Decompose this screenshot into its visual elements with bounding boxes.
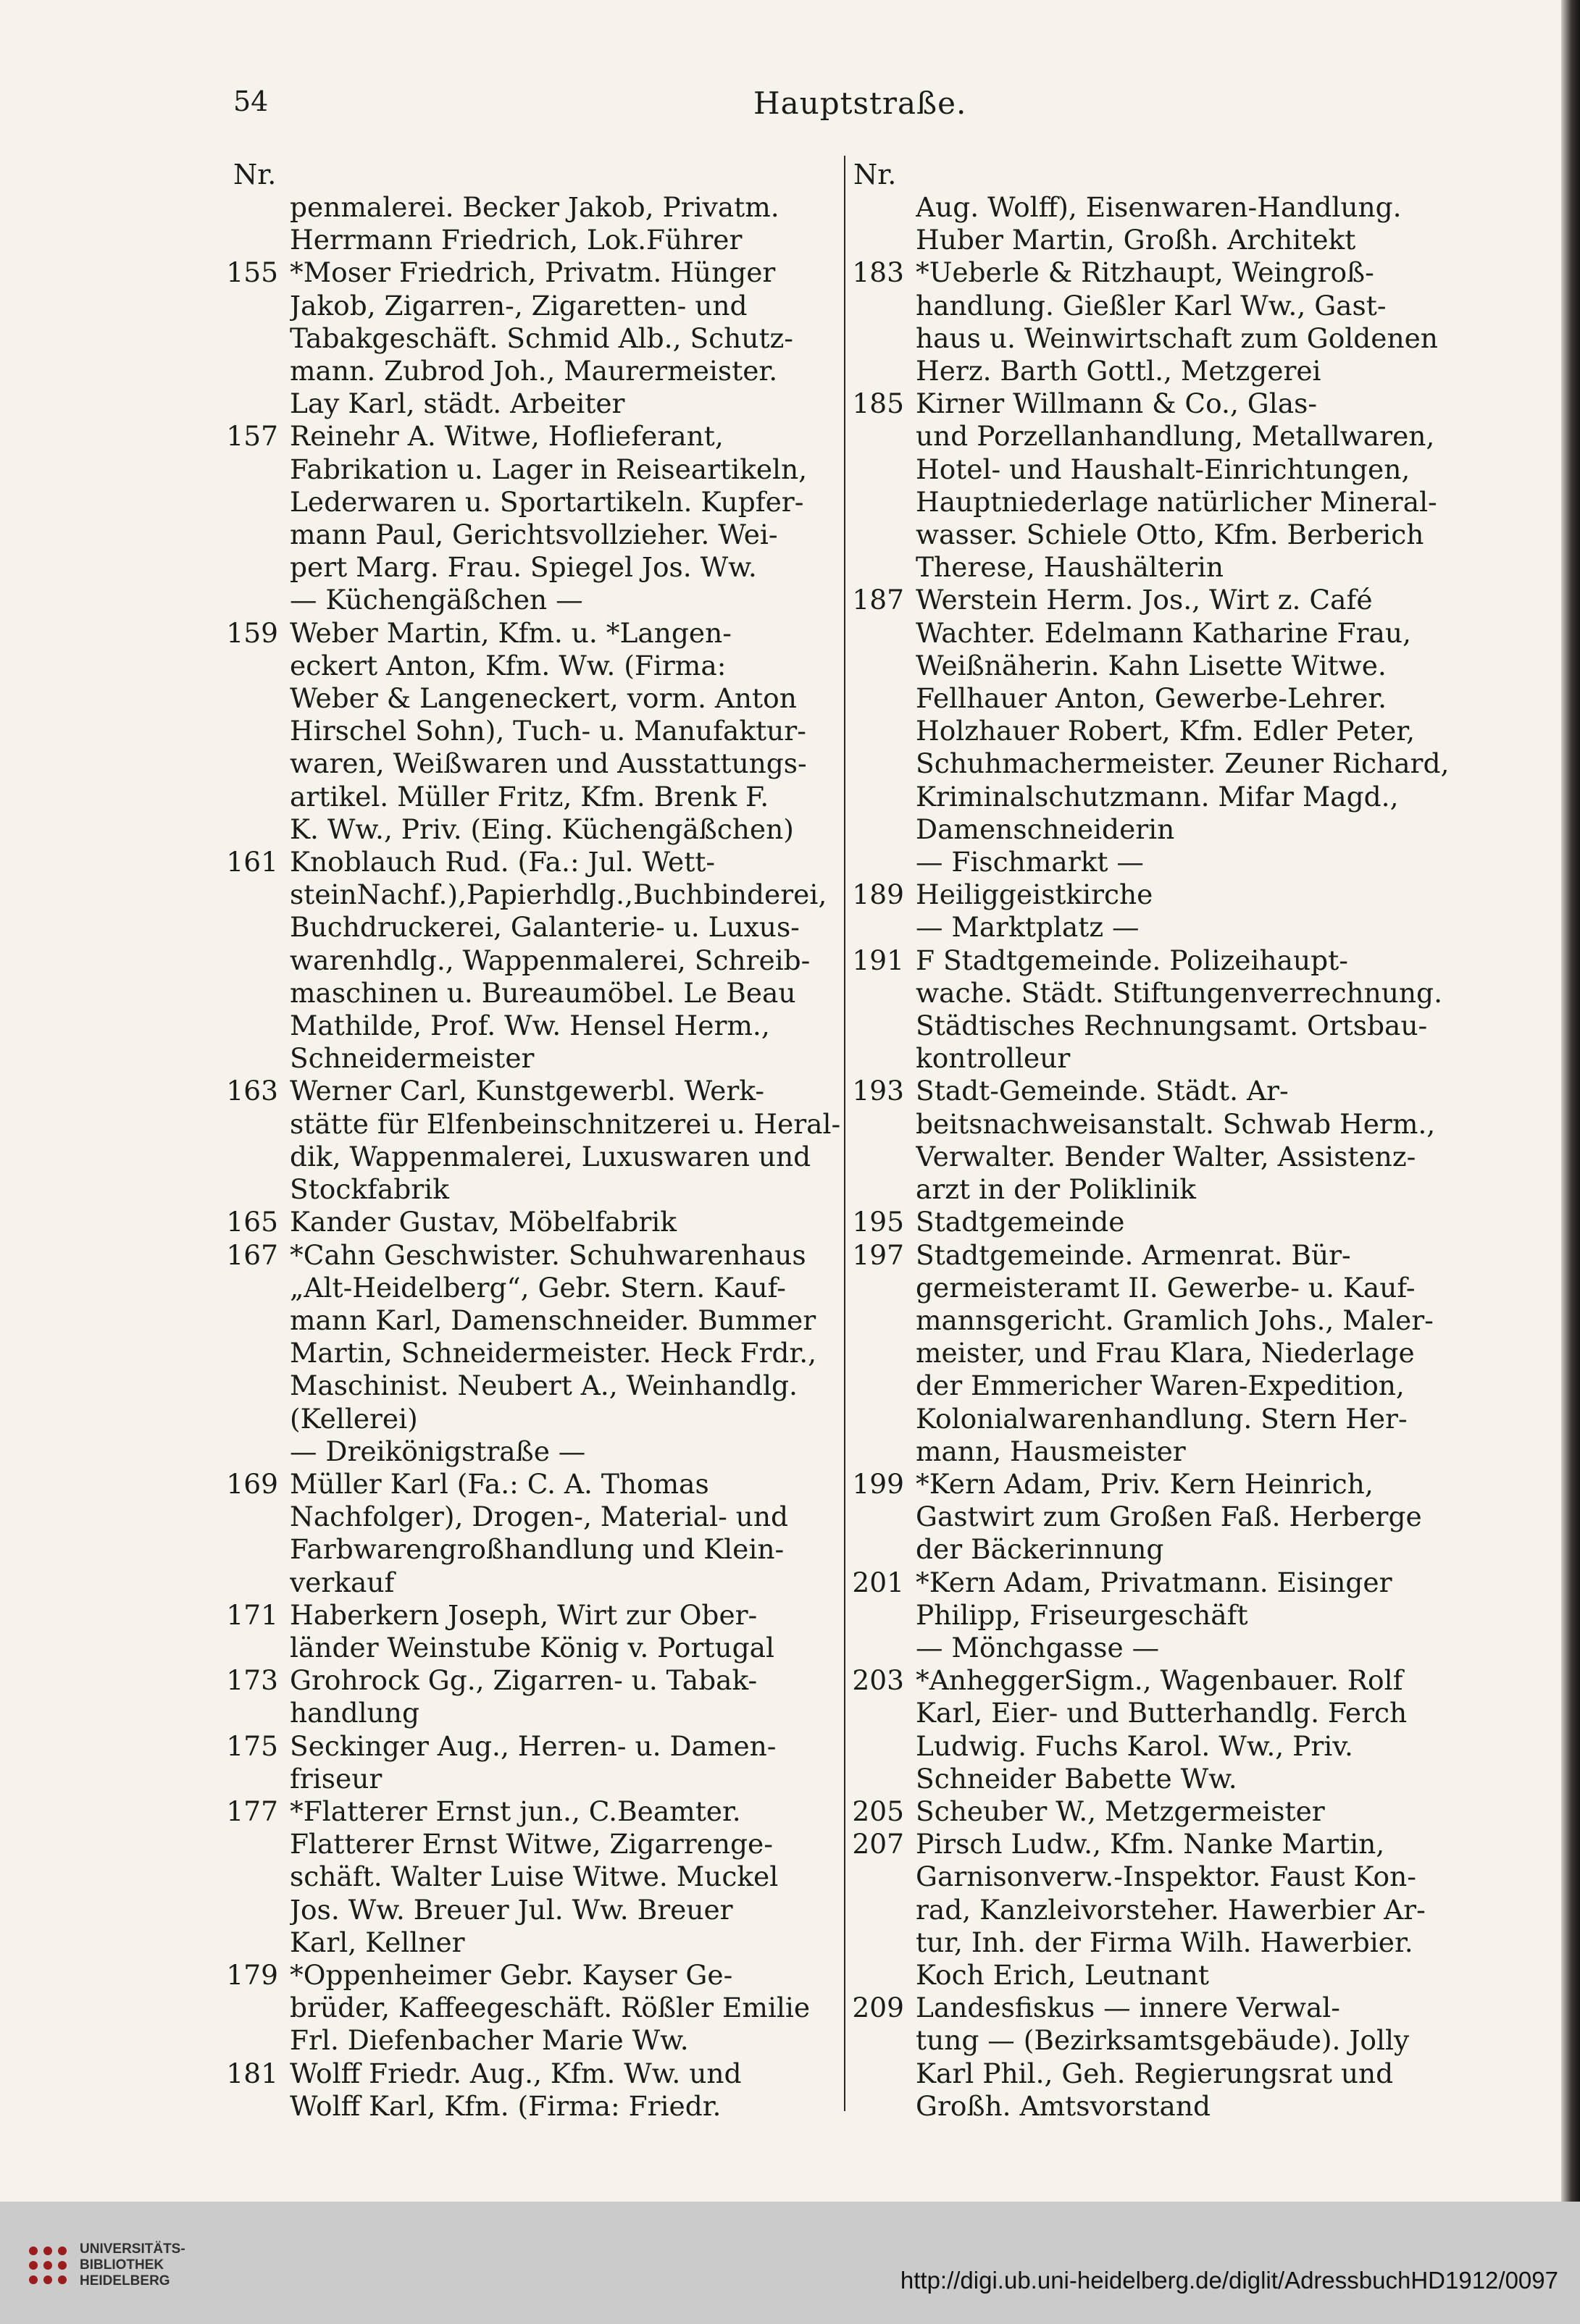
entry-line: haus u. Weinwirtschaft zum Goldenen (916, 322, 1438, 354)
entry-line: Kolonialwarenhandlung. Stern Her- (916, 1402, 1408, 1435)
entry-line: maschinen u. Bureaumöbel. Le Beau (290, 976, 796, 1009)
entry-text (290, 420, 848, 616)
address-entry (840, 584, 1463, 878)
entry-text (290, 1468, 848, 1599)
entry-line: mann Karl, Damenschneider. Bummer (290, 1304, 816, 1336)
entry-line: — Dreikönigstraße — (290, 1435, 586, 1467)
address-entry (210, 1468, 848, 1599)
entry-line: F Stadtgemeinde. Polizeihaupt- (916, 944, 1348, 976)
entry-text (916, 584, 1463, 878)
entry-line: penmalerei. Becker Jakob, Privatm. (290, 191, 779, 223)
entry-line: Wolff Friedr. Aug., Kfm. Ww. und (290, 2057, 742, 2089)
entry-line: „Alt-Heidelberg“, Gebr. Stern. Kauf- (290, 1271, 786, 1304)
entry-line: Haberkern Joseph, Wirt zur Ober- (290, 1598, 758, 1631)
house-number: 183 (852, 256, 904, 289)
footer-bar (0, 2202, 1580, 2324)
entry-line: friseur (290, 1762, 383, 1795)
address-entry (840, 1566, 1463, 1665)
entry-line: *Moser Friedrich, Privatm. Hünger (290, 256, 776, 289)
entry-line: Hirschel Sohn), Tuch- u. Manufaktur- (290, 715, 806, 747)
entry-line: — Mönchgasse — (916, 1631, 1160, 1664)
entry-line: Philipp, Friseurgeschäft (916, 1598, 1248, 1631)
entry-text (290, 1599, 848, 1664)
entry-line: Damenschneiderin (916, 813, 1175, 845)
nr-heading: Nr. (233, 159, 277, 190)
entry-line: Grohrock Gg., Zigarren- u. Tabak- (290, 1664, 758, 1697)
entry-line: Martin, Schneidermeister. Heck Frdr., (290, 1337, 817, 1369)
logo-text (80, 2241, 185, 2289)
entry-line: Reinehr A. Witwe, Hoflieferant, (290, 420, 724, 453)
address-entry (210, 256, 848, 420)
entry-line: Hauptniederlage natürlicher Mineral- (916, 485, 1437, 518)
entry-line: Kirner Willmann & Co., Glas- (916, 387, 1318, 420)
entry-line: Ludwig. Fuchs Karol. Ww., Priv. (916, 1729, 1353, 1762)
entry-line: Fabrikation u. Lager in Reiseartikeln, (290, 453, 808, 485)
entry-text (290, 1959, 848, 2057)
entry-line: verkauf (290, 1566, 395, 1598)
entry-line: warenhdlg., Wappenmalerei, Schreib- (290, 944, 811, 976)
house-number: 187 (852, 584, 904, 616)
house-number: 163 (226, 1075, 278, 1107)
house-number: 155 (226, 256, 278, 289)
entry-text (916, 1206, 1463, 1238)
entry-line: Holzhauer Robert, Kfm. Edler Peter, (916, 715, 1416, 747)
entry-line: (Kellerei) (290, 1402, 418, 1435)
right-column (840, 158, 1463, 2123)
house-number: 191 (852, 944, 904, 976)
address-entry (840, 1992, 1463, 2123)
entry-line: arzt in der Poliklinik (916, 1173, 1196, 1206)
source-url-link[interactable]: http://digi.ub.uni-heidelberg.de/diglit/AdressbuchHD1912/0097 (900, 2267, 1558, 2294)
entry-line: Müller Karl (Fa.: C. A. Thomas (290, 1467, 709, 1500)
house-number: 201 (852, 1566, 904, 1598)
entry-text (916, 1828, 1463, 1992)
entry-line: Lay Karl, städt. Arbeiter (290, 387, 625, 420)
address-entry (210, 1664, 848, 1729)
entry-line: Weber & Langeneckert, vorm. Anton (290, 682, 797, 715)
house-number: 209 (852, 1992, 904, 2024)
entry-line: eckert Anton, Kfm. Ww. (Firma: (290, 649, 727, 681)
address-entry (210, 1730, 848, 1795)
entry-line: meister, und Frau Klara, Niederlage (916, 1337, 1415, 1369)
entry-line: waren, Weißwaren und Ausstattungs- (290, 747, 807, 780)
entry-line: Stockfabrik (290, 1173, 449, 1206)
entry-text (916, 1992, 1463, 2123)
entry-line: Kander Gustav, Möbelfabrik (290, 1206, 677, 1238)
house-number: 199 (852, 1467, 904, 1500)
left-column (210, 158, 848, 2123)
entry-line: Kriminalschutzmann. Mifar Magd., (916, 780, 1399, 813)
page-number: 54 (233, 85, 269, 117)
address-entry (210, 1959, 848, 2057)
address-entry (210, 1075, 848, 1206)
house-number: 181 (226, 2057, 278, 2089)
entry-line: dik, Wappenmalerei, Luxuswaren und (290, 1140, 811, 1173)
house-number: 195 (852, 1206, 904, 1238)
nr-heading: Nr. (853, 159, 897, 190)
entry-line: Farbwarengroßhandlung und Klein- (290, 1533, 785, 1566)
entry-line: schäft. Walter Luise Witwe. Muckel (290, 1861, 779, 1893)
entry-text (290, 256, 848, 420)
entry-line: Schneidermeister (290, 1042, 535, 1075)
entry-text (916, 1075, 1463, 1206)
entry-line: Garnisonverw.-Inspektor. Faust Kon- (916, 1861, 1416, 1893)
entry-line: kontrolleur (916, 1042, 1071, 1075)
entry-text (916, 256, 1463, 387)
entry-line: Städtisches Rechnungsamt. Ortsbau- (916, 1010, 1428, 1042)
address-entry (840, 256, 1463, 387)
entry-line: Stadtgemeinde. Armenrat. Bür- (916, 1238, 1351, 1271)
address-entry (210, 1795, 848, 1959)
entry-text (290, 1206, 848, 1238)
entry-text (916, 1664, 1463, 1795)
book-spine-edge (1561, 0, 1580, 2202)
entry-line: pert Marg. Frau. Spiegel Jos. Ww. (290, 551, 757, 584)
entry-line: der Emmericher Waren-Expedition, (916, 1369, 1405, 1402)
entry-line: mann Paul, Gerichtsvollzieher. Wei- (290, 519, 778, 551)
entry-line: Frl. Diefenbacher Marie Ww. (290, 2024, 689, 2057)
entry-text (290, 2057, 848, 2123)
house-number: 167 (226, 1238, 278, 1271)
address-entry (840, 1075, 1463, 1206)
entry-line: Huber Martin, Großh. Architekt (916, 224, 1356, 256)
entry-line: Seckinger Aug., Herren- u. Damen- (290, 1729, 777, 1762)
library-logo[interactable] (29, 2241, 185, 2289)
entry-line: Herrmann Friedrich, Lok.Führer (290, 224, 743, 256)
entry-line: artikel. Müller Fritz, Kfm. Brenk F. (290, 780, 769, 813)
address-entry (840, 191, 1463, 256)
entry-line: mannsgericht. Gramlich Johs., Maler- (916, 1304, 1434, 1336)
entry-line: Mathilde, Prof. Ww. Hensel Herm., (290, 1010, 770, 1042)
entry-line: Schneider Babette Ww. (916, 1762, 1237, 1795)
house-number: 185 (852, 387, 904, 420)
logo-dots-icon (29, 2247, 67, 2284)
address-entry (210, 1206, 848, 1238)
logo-line: UNIVERSITÄTS- (80, 2241, 185, 2257)
house-number: 197 (852, 1238, 904, 1271)
address-entry (840, 1239, 1463, 1468)
house-number: 159 (226, 616, 278, 649)
address-entry (840, 1828, 1463, 1992)
address-entry (840, 387, 1463, 584)
entry-line: *Kern Adam, Priv. Kern Heinrich, (916, 1467, 1374, 1500)
entry-line: Karl Phil., Geh. Regierungsrat und (916, 2057, 1394, 2089)
entry-text (290, 1664, 848, 1729)
entry-line: Jakob, Zigarren-, Zigaretten- und (290, 289, 748, 322)
entry-line: steinNachf.),Papierhdlg.,Buchbinderei, (290, 878, 827, 911)
entry-line: Verwalter. Bender Walter, Assistenz- (916, 1140, 1416, 1173)
entry-text (916, 387, 1463, 584)
entry-line: Wolff Karl, Kfm. (Firma: Friedr. (290, 2089, 722, 2122)
entry-line: Lederwaren u. Sportartikeln. Kupfer- (290, 485, 804, 518)
logo-line: BIBLIOTHEK (80, 2257, 164, 2273)
entry-line: Knoblauch Rud. (Fa.: Jul. Wett- (290, 846, 715, 878)
entry-line: Werner Carl, Kunstgewerbl. Werk- (290, 1075, 765, 1107)
house-number (210, 191, 290, 256)
address-entry (840, 1468, 1463, 1566)
entry-line: K. Ww., Priv. (Eing. Küchengäßchen) (290, 813, 794, 845)
house-number: 189 (852, 878, 904, 911)
address-entry (210, 420, 848, 616)
entry-text (290, 1730, 848, 1795)
address-entry (210, 2057, 848, 2123)
entry-line: — Küchengäßchen — (290, 584, 583, 616)
entry-line: Stadt-Gemeinde. Städt. Ar- (916, 1075, 1289, 1107)
entry-line: *Kern Adam, Privatmann. Eisinger (916, 1566, 1392, 1598)
house-number (840, 191, 916, 256)
entry-line: und Porzellanhandlung, Metallwaren, (916, 420, 1435, 453)
entry-text (290, 1795, 848, 1959)
entry-line: mann, Hausmeister (916, 1435, 1186, 1467)
address-entry (210, 846, 848, 1075)
entry-line: Stadtgemeinde (916, 1206, 1125, 1238)
entry-text (916, 1566, 1463, 1665)
entry-line: stätte für Elfenbeinschnitzerei u. Heral- (290, 1107, 841, 1140)
address-entry (210, 191, 848, 256)
entry-line: Landesfiskus — innere Verwal- (916, 1992, 1340, 2024)
house-number: 165 (226, 1206, 278, 1238)
entry-line: wasser. Schiele Otto, Kfm. Berberich (916, 519, 1424, 551)
house-number: 169 (226, 1467, 278, 1500)
house-number: 207 (852, 1828, 904, 1861)
entry-line: Wachter. Edelmann Katharine Frau, (916, 616, 1411, 649)
entry-line: Weber Martin, Kfm. u. *Langen- (290, 616, 732, 649)
entry-line: *AnheggerSigm., Wagenbauer. Rolf (916, 1664, 1403, 1697)
entry-text (290, 617, 848, 846)
entry-text (290, 1239, 848, 1468)
house-number: 203 (852, 1664, 904, 1697)
entry-line: *Ueberle & Ritzhaupt, Weingroß- (916, 256, 1374, 289)
entry-line: tur, Inh. der Firma Wilh. Hawerbier. (916, 1926, 1413, 1958)
entry-text (916, 1239, 1463, 1468)
address-entry (210, 1239, 848, 1468)
entry-line: Hotel- und Haushalt-Einrichtungen, (916, 453, 1410, 485)
entry-line: der Bäckerinnung (916, 1533, 1164, 1566)
house-number: 161 (226, 846, 278, 878)
entry-line: Werstein Herm. Jos., Wirt z. Café (916, 584, 1373, 616)
entry-line: germeisteramt II. Gewerbe- u. Kauf- (916, 1271, 1416, 1304)
entry-line: handlung (290, 1697, 419, 1729)
entry-text (290, 846, 848, 1075)
entry-line: Pirsch Ludw., Kfm. Nanke Martin, (916, 1828, 1385, 1861)
running-title: Hauptstraße. (753, 85, 967, 121)
logo-line: HEIDELBERG (80, 2273, 170, 2289)
address-entry (840, 878, 1463, 944)
entry-text (916, 878, 1463, 944)
entry-line: Großh. Amtsvorstand (916, 2089, 1211, 2122)
entry-text (290, 191, 848, 256)
entry-line: *Flatterer Ernst jun., C.Beamter. (290, 1795, 741, 1827)
entry-line: — Fischmarkt — (916, 846, 1144, 878)
entry-line: Aug. Wolff), Eisenwaren-Handlung. (916, 191, 1402, 223)
entry-line: tung — (Bezirksamtsgebäude). Jolly (916, 2024, 1410, 2057)
address-entry (840, 1206, 1463, 1238)
entry-text (290, 1075, 848, 1206)
entry-line: Karl, Kellner (290, 1926, 465, 1958)
address-entry (840, 1795, 1463, 1828)
address-entry (210, 617, 848, 846)
entry-line: mann. Zubrod Joh., Maurermeister. (290, 355, 778, 387)
entry-line: Buchdruckerei, Galanterie- u. Luxus- (290, 911, 800, 944)
house-number: 179 (226, 1958, 278, 1991)
entry-line: rad, Kanzleivorsteher. Hawerbier Ar- (916, 1893, 1426, 1926)
entry-line: länder Weinstube König v. Portugal (290, 1631, 774, 1664)
entry-line: Gastwirt zum Großen Faß. Herberge (916, 1501, 1422, 1533)
entry-line: Weißnäherin. Kahn Lisette Witwe. (916, 649, 1387, 681)
entry-line: Schuhmachermeister. Zeuner Richard, (916, 747, 1450, 780)
entry-line: Heiliggeistkirche (916, 878, 1153, 911)
house-number: 173 (226, 1664, 278, 1697)
house-number: 157 (226, 420, 278, 453)
entry-line: wache. Städt. Stiftungenverrechnung. (916, 976, 1442, 1009)
house-number: 193 (852, 1075, 904, 1107)
entry-line: Therese, Haushälterin (916, 551, 1224, 584)
entry-line: *Cahn Geschwister. Schuhwarenhaus (290, 1238, 806, 1271)
entry-text (916, 1468, 1463, 1566)
entry-line: Scheuber W., Metzgermeister (916, 1795, 1325, 1827)
house-number: 205 (852, 1795, 904, 1827)
address-entry (840, 1664, 1463, 1795)
entry-line: Karl, Eier- und Butterhandlg. Ferch (916, 1697, 1408, 1729)
entry-line: Herz. Barth Gottl., Metzgerei (916, 355, 1321, 387)
entry-line: Jos. Ww. Breuer Jul. Ww. Breuer (290, 1893, 733, 1926)
entry-line: Nachfolger), Drogen-, Material- und (290, 1501, 788, 1533)
entry-text (916, 1795, 1463, 1828)
entry-line: brüder, Kaffeegeschäft. Rößler Emilie (290, 1992, 811, 2024)
entry-line: Fellhauer Anton, Gewerbe-Lehrer. (916, 682, 1387, 715)
house-number: 171 (226, 1598, 278, 1631)
entry-line: Tabakgeschäft. Schmid Alb., Schutz- (290, 322, 793, 354)
address-entry (210, 1599, 848, 1664)
entry-text (916, 944, 1463, 1075)
entry-line: Koch Erich, Leutnant (916, 1958, 1209, 1991)
house-number: 177 (226, 1795, 278, 1827)
entry-text (916, 191, 1463, 256)
house-number: 175 (226, 1729, 278, 1762)
entry-line: Maschinist. Neubert A., Weinhandlg. (290, 1369, 798, 1402)
entry-line: — Marktplatz — (916, 911, 1140, 944)
entry-line: Flatterer Ernst Witwe, Zigarrenge- (290, 1828, 773, 1861)
entry-line: beitsnachweisanstalt. Schwab Herm., (916, 1107, 1436, 1140)
entry-line: handlung. Gießler Karl Ww., Gast- (916, 289, 1387, 322)
entry-line: *Oppenheimer Gebr. Kayser Ge- (290, 1958, 733, 1991)
address-entry (840, 944, 1463, 1075)
